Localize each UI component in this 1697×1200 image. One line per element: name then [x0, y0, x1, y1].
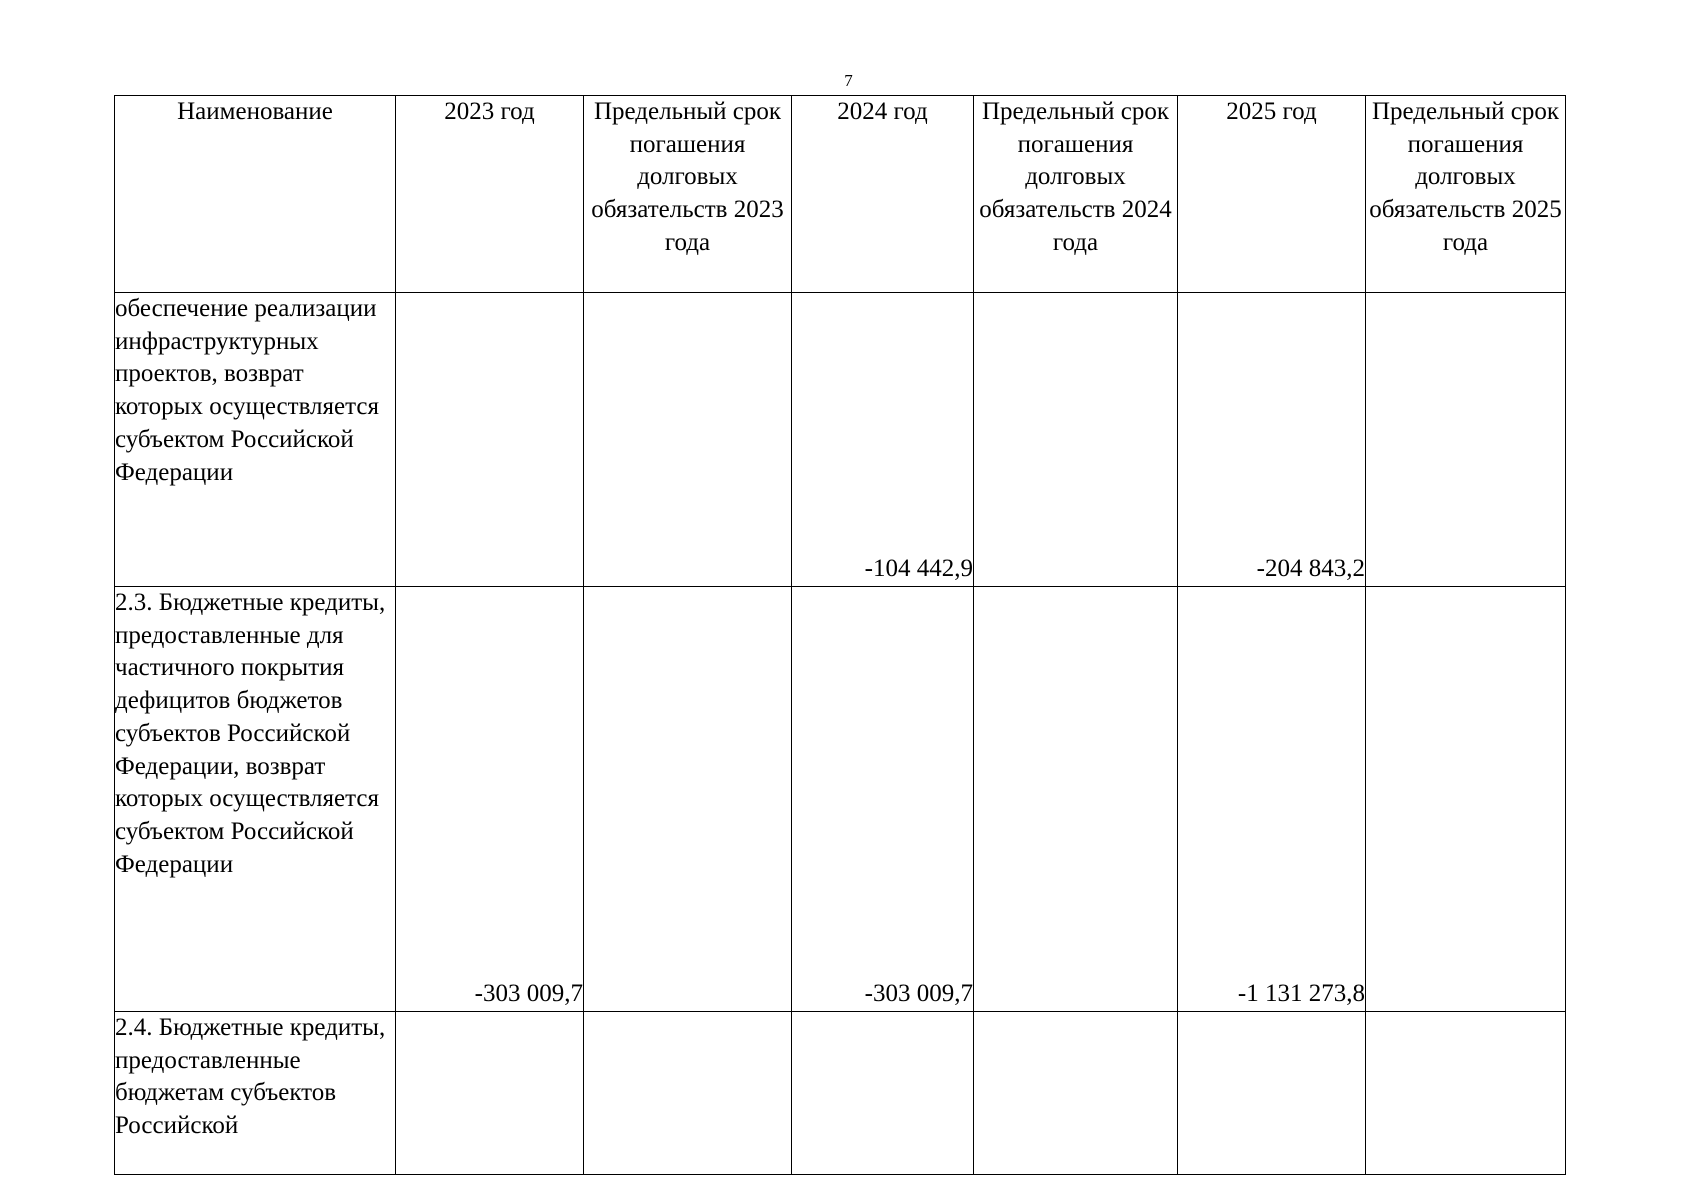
value-2025: -1 131 273,8 [1178, 587, 1366, 1012]
deadline-2025 [1366, 1012, 1566, 1175]
table-row [115, 1012, 1566, 1175]
value-2025: -204 843,2 [1178, 293, 1366, 587]
row-name: 2.3. Бюджетные кредиты, предоставленные для частичного покрытия дефицитов бюджетов субъектов Российской Федерации, возврат которых осуществляется субъектом Российской Федерации [115, 587, 396, 1012]
value-2024: -303 009,7 [792, 587, 974, 1012]
deadline-2024 [974, 293, 1178, 587]
value-2023 [396, 293, 584, 587]
deadline-2024 [974, 1012, 1178, 1175]
header-2025: 2025 год [1178, 96, 1366, 293]
value-2023 [396, 1012, 584, 1175]
deadline-2025 [1366, 293, 1566, 587]
deadline-2023 [584, 587, 792, 1012]
deadline-2023 [584, 1012, 792, 1175]
header-deadline-2025: Предельный срок погашения долговых обязательств 2025 года [1366, 96, 1566, 293]
row-name: 2.4. Бюджетные кредиты, предоставленные бюджетам субъектов Российской [115, 1012, 396, 1175]
deadline-2023 [584, 293, 792, 587]
header-2023: 2023 год [396, 96, 584, 293]
value-2024: -104 442,9 [792, 293, 974, 587]
value-2023: -303 009,7 [396, 587, 584, 1012]
deadline-2024 [974, 587, 1178, 1012]
table-row [115, 587, 1566, 1012]
table-header-row [115, 96, 1566, 293]
value-2025 [1178, 1012, 1366, 1175]
value-2024 [792, 1012, 974, 1175]
debt-obligations-table [114, 95, 1566, 1175]
deadline-2025 [1366, 587, 1566, 1012]
header-2024: 2024 год [792, 96, 974, 293]
page-number: 7 [844, 71, 853, 90]
header-name: Наименование [115, 96, 396, 293]
header-deadline-2023: Предельный срок погашения долговых обязательств 2023 года [584, 96, 792, 293]
row-name: обеспечение реализации инфраструктурных проектов, возврат которых осуществляется субъектом Российской Федерации [115, 293, 396, 587]
table-row [115, 293, 1566, 587]
header-deadline-2024: Предельный срок погашения долговых обязательств 2024 года [974, 96, 1178, 293]
